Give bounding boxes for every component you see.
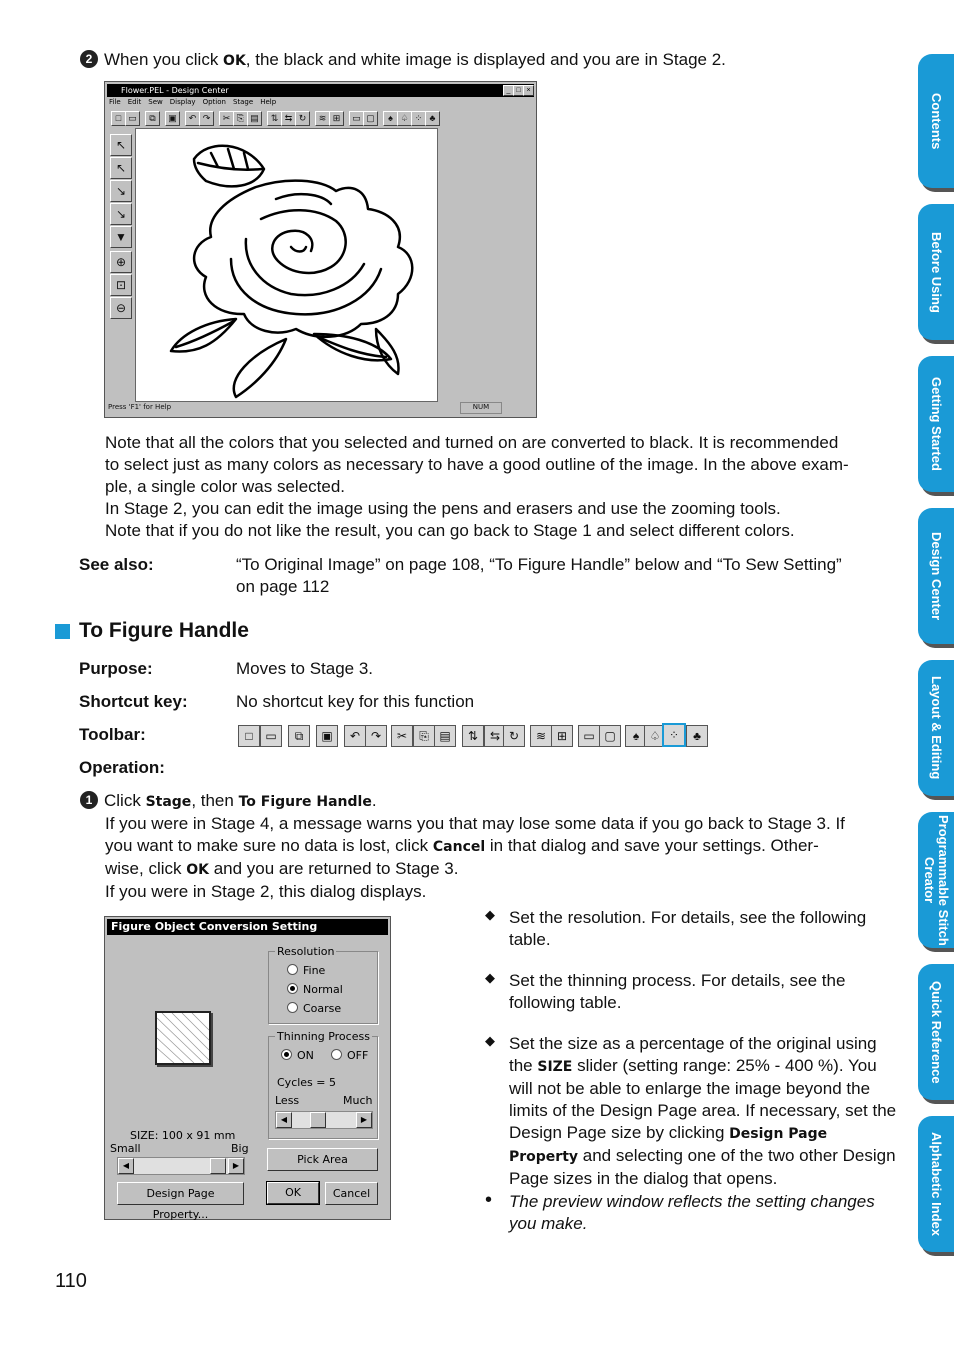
note-line: ple, a single color was selected. — [105, 477, 346, 496]
step-1-text: you want to make sure no data is lost, click — [105, 836, 433, 855]
realistic-preview-icon[interactable]: ▢ — [363, 111, 378, 126]
note-line: In Stage 2, you can edit the image using the pens and erasers and use the zooming tools. — [105, 499, 781, 518]
scroll-right-icon[interactable]: ▶ — [228, 1158, 244, 1174]
note-line: Note that if you do not like the result, you can go back to Stage 1 and select different colors. — [105, 521, 795, 540]
shortcut-label: Shortcut key: — [79, 692, 188, 711]
tab-design-center[interactable] — [918, 508, 954, 644]
cancel-keyword: Cancel — [432, 839, 486, 855]
design-page-property-button[interactable]: Design Page Property... — [117, 1182, 244, 1205]
much-label: Much — [343, 1094, 373, 1107]
sew-attribute-icon[interactable]: ⊞ — [551, 725, 573, 747]
cut-icon[interactable]: ✂ — [219, 111, 234, 126]
to-line-image-icon[interactable]: ♤ — [644, 725, 666, 747]
off-label: OFF — [347, 1049, 369, 1062]
thinning-off-radio[interactable] — [331, 1049, 368, 1062]
bullet-text: Set the resolution. For details, see the following table. — [509, 908, 867, 949]
operation-label: Operation: — [79, 758, 165, 777]
undo-icon[interactable]: ↶ — [344, 725, 366, 747]
flip-icon[interactable]: ⇅ — [462, 725, 484, 747]
paste-icon[interactable]: ▤ — [434, 725, 456, 747]
window-titlebar — [107, 84, 534, 97]
tab-before-using[interactable] — [918, 204, 954, 340]
to-original-image-icon[interactable]: ♠ — [625, 725, 647, 747]
save-icon[interactable]: ▣ — [165, 111, 180, 126]
figure-object-conversion-dialog — [104, 916, 391, 1220]
ok-keyword: OK — [223, 53, 246, 69]
bullet-text — [509, 1033, 899, 1190]
mirror-icon[interactable]: ⇆ — [484, 725, 506, 747]
bullet-size — [485, 1033, 905, 1193]
design-center-window — [104, 81, 537, 418]
section-title: To Figure Handle — [79, 619, 249, 642]
tab-label: Design Center — [929, 531, 944, 621]
toolbar-strip — [238, 724, 708, 748]
tab-label: Layout & Editing — [929, 676, 944, 780]
diamond-bullet-icon: ◆ — [485, 1033, 495, 1048]
step-number-2: 2 — [80, 50, 98, 68]
see-also-line: on page 112 — [236, 577, 330, 596]
redo-icon[interactable]: ↷ — [199, 111, 214, 126]
zoom-out-icon[interactable]: ⊖ — [110, 297, 132, 319]
coarse-label: Coarse — [303, 1002, 342, 1015]
cycles-slider[interactable] — [275, 1111, 373, 1129]
rotate-icon[interactable]: ↻ — [295, 111, 310, 126]
step-number-1: 1 — [80, 791, 98, 809]
shortcut-text: No shortcut key for this function — [236, 692, 475, 711]
preview-icon[interactable]: ▭ — [578, 725, 600, 747]
radio-icon — [287, 964, 298, 975]
status-help-text: Press 'F1' for Help — [108, 403, 172, 411]
see-also-label: See also: — [79, 555, 154, 574]
step-1-line — [80, 835, 905, 858]
maximize-button[interactable]: □ — [513, 85, 524, 96]
menu-help[interactable]: Help — [260, 98, 277, 106]
slider-thumb[interactable] — [310, 1112, 326, 1128]
to-sew-setting-icon[interactable]: ♣ — [686, 725, 708, 747]
normal-label: Normal — [303, 983, 343, 996]
new-icon[interactable]: □ — [111, 111, 126, 126]
ok-keyword: OK — [186, 862, 209, 878]
resolution-group — [268, 945, 378, 1024]
menu-option[interactable]: Option — [202, 98, 226, 106]
step-1-block — [80, 790, 905, 903]
bullet-text-part: slider (setting range: 25% - 400 %). You will not be able to enlarge the image beyond the limits of the Design Page area. If necessary, set the Design Page size by clicking — [509, 1056, 897, 1142]
step-2-line — [80, 49, 900, 72]
resolution-label: Resolution — [277, 945, 335, 958]
pen-tool-icon[interactable]: ↖ — [110, 157, 132, 179]
tab-quick-reference[interactable] — [918, 964, 954, 1100]
scroll-left-icon[interactable]: ◀ — [276, 1112, 292, 1128]
import-icon[interactable]: ⧉ — [145, 111, 160, 126]
thick-pen-tool-icon[interactable]: ↘ — [110, 180, 132, 202]
note-paragraph — [105, 432, 905, 542]
dialog-title: Figure Object Conversion Setting — [111, 920, 318, 933]
radio-selected-icon — [287, 983, 298, 994]
step-1-text: . — [371, 791, 377, 810]
status-num-indicator: NUM — [460, 402, 502, 414]
rotate-icon[interactable]: ↻ — [503, 725, 525, 747]
menu-sew[interactable]: Sew — [148, 98, 163, 106]
design-page-property-keyword: Design Page Property — [509, 1126, 828, 1165]
preview-hatch — [157, 1013, 209, 1063]
to-figure-handle-keyword: To Figure Handle — [238, 794, 372, 810]
copy-icon[interactable]: ⎘ — [233, 111, 248, 126]
step-1-text: in that dialog and save your settings. Other- — [485, 836, 819, 855]
mirror-icon[interactable]: ⇆ — [281, 111, 296, 126]
minimize-button[interactable]: _ — [503, 85, 514, 96]
bullet-text-part: Set the size as a percentage of the original using the — [509, 1034, 877, 1075]
undo-icon[interactable]: ↶ — [185, 111, 200, 126]
rose-outline-image — [136, 129, 437, 401]
stage-keyword: Stage — [145, 794, 192, 810]
radio-icon — [331, 1049, 342, 1060]
tab-label: Before Using — [929, 231, 944, 313]
size-slider[interactable] — [117, 1157, 245, 1175]
dialog-titlebar — [107, 919, 388, 935]
save-icon[interactable]: ▣ — [316, 725, 338, 747]
ok-button[interactable]: OK — [267, 1182, 319, 1204]
sew-setting-icon[interactable]: ≋ — [530, 725, 552, 747]
step-1-text: , then — [191, 791, 239, 810]
diamond-bullet-icon: ◆ — [485, 907, 495, 922]
flip-icon[interactable]: ⇅ — [267, 111, 282, 126]
size-readout: SIZE: 100 x 91 mm — [130, 1129, 236, 1142]
tab-getting-started[interactable] — [918, 356, 954, 492]
thinning-on-radio[interactable] — [281, 1049, 314, 1062]
step-1-line: If you were in Stage 4, a message warns you that may lose some data if you go back to Stage 3. If — [105, 814, 845, 833]
step-1-line: If you were in Stage 2, this dialog displays. — [105, 882, 427, 901]
menu-edit[interactable]: Edit — [127, 98, 142, 106]
cancel-button[interactable]: Cancel — [325, 1182, 378, 1205]
to-sew-setting-icon[interactable]: ♣ — [425, 111, 440, 126]
scroll-right-icon[interactable]: ▶ — [356, 1112, 372, 1128]
sew-attribute-icon[interactable]: ⊞ — [329, 111, 344, 126]
bullet-text: Set the thinning process. For details, see the following table. — [509, 971, 846, 1012]
open-icon[interactable]: ▭ — [125, 111, 140, 126]
drawing-canvas[interactable] — [135, 128, 438, 402]
redo-icon[interactable]: ↷ — [365, 725, 387, 747]
cycles-value: Cycles = 5 — [277, 1076, 337, 1089]
tab-label: Quick Reference — [929, 980, 944, 1084]
tab-label: Contents — [929, 92, 944, 150]
step-1-text: wise, click — [105, 859, 187, 878]
section-marker — [55, 624, 70, 639]
page-number: 110 — [55, 1270, 87, 1292]
pick-area-button[interactable]: Pick Area — [267, 1148, 378, 1171]
see-also-text — [236, 554, 906, 598]
fine-label: Fine — [303, 964, 326, 977]
dot-bullet-icon: • — [485, 1189, 493, 1211]
to-line-image-icon[interactable]: ♤ — [397, 111, 412, 126]
scroll-left-icon[interactable]: ◀ — [118, 1158, 134, 1174]
step-1-line-1 — [80, 790, 905, 813]
bullet-text: The preview window reflects the setting changes you make. — [509, 1192, 875, 1233]
paste-icon[interactable]: ▤ — [247, 111, 262, 126]
size-keyword: SIZE — [537, 1059, 573, 1075]
zoom-in-icon[interactable]: ⊕ — [110, 251, 132, 273]
diamond-bullet-icon: ◆ — [485, 970, 495, 985]
large-eraser-tool-icon[interactable]: ▼ — [110, 226, 132, 248]
menu-file[interactable]: File — [109, 98, 121, 106]
import-icon[interactable]: ⧉ — [288, 725, 310, 747]
note-line: Note that all the colors that you selected and turned on are converted to black. It is recommended — [105, 433, 839, 452]
menu-display[interactable]: Display — [169, 98, 196, 106]
window-title: Flower.PEL - Design Center — [121, 86, 229, 95]
preview-window — [155, 1011, 211, 1065]
note-line: to select just as many colors as necessary to have a good outline of the image. In the above exam- — [105, 455, 849, 474]
tab-layout-editing[interactable] — [918, 660, 954, 796]
see-also-line: “To Original Image” on page 108, “To Figure Handle” below and “To Sew Setting” — [236, 555, 842, 574]
slider-thumb[interactable] — [210, 1158, 226, 1174]
copy-icon[interactable]: ⎘ — [413, 725, 435, 747]
to-original-image-icon[interactable]: ♠ — [383, 111, 398, 126]
preview-icon[interactable]: ▭ — [349, 111, 364, 126]
bullet-resolution — [485, 907, 905, 953]
tab-label: Alphabetic Index — [929, 1131, 944, 1237]
new-icon[interactable]: □ — [238, 725, 260, 747]
tab-alphabetic-index[interactable] — [918, 1116, 954, 1252]
tab-programmable-stitch-creator[interactable] — [918, 812, 954, 948]
on-label: ON — [297, 1049, 314, 1062]
tab-label: Getting Started — [929, 377, 944, 471]
tab-label: Programmable Stitch Creator — [922, 814, 951, 946]
menu-bar — [109, 98, 283, 108]
select-tool-icon[interactable]: ↖ — [110, 134, 132, 156]
step-2-text-end: , the black and white image is displayed and you are in Stage 2. — [245, 50, 726, 69]
small-label: Small — [110, 1142, 141, 1155]
toolbar-label: Toolbar: — [79, 725, 146, 744]
step-1-text: and you are returned to Stage 3. — [208, 859, 459, 878]
purpose-text: Moves to Stage 3. — [236, 659, 374, 678]
eraser-tool-icon[interactable]: ↘ — [110, 203, 132, 225]
zoom-fit-icon[interactable]: ⊡ — [110, 274, 132, 296]
normal-radio[interactable] — [287, 983, 343, 996]
step-2-text: When you click — [104, 50, 224, 69]
coarse-radio[interactable] — [287, 1002, 341, 1015]
to-figure-handle-icon[interactable]: ⁘ — [411, 111, 426, 126]
sew-setting-icon[interactable]: ≋ — [315, 111, 330, 126]
bullet-preview-note — [485, 1191, 905, 1237]
tab-contents[interactable] — [918, 54, 954, 188]
thinning-process-group — [268, 1030, 378, 1139]
step-1-text: Click — [104, 791, 146, 810]
to-figure-handle-icon[interactable]: ⁘ — [662, 723, 686, 747]
purpose-label: Purpose: — [79, 659, 153, 678]
cut-icon[interactable]: ✂ — [391, 725, 413, 747]
big-label: Big — [231, 1142, 249, 1155]
step-1-line — [80, 858, 905, 881]
open-icon[interactable]: ▭ — [260, 725, 282, 747]
thinning-process-label: Thinning Process — [277, 1030, 370, 1043]
realistic-preview-icon[interactable]: ▢ — [599, 725, 621, 747]
bullet-thinning — [485, 970, 905, 1016]
bullet-text-part: and selecting one of the two other Design Page sizes in the dialog that opens. — [509, 1146, 896, 1188]
radio-icon — [287, 1002, 298, 1013]
menu-stage[interactable]: Stage — [232, 98, 254, 106]
close-button[interactable]: × — [523, 85, 534, 96]
less-label: Less — [275, 1094, 300, 1107]
radio-selected-icon — [281, 1049, 292, 1060]
fine-radio[interactable] — [287, 964, 325, 977]
